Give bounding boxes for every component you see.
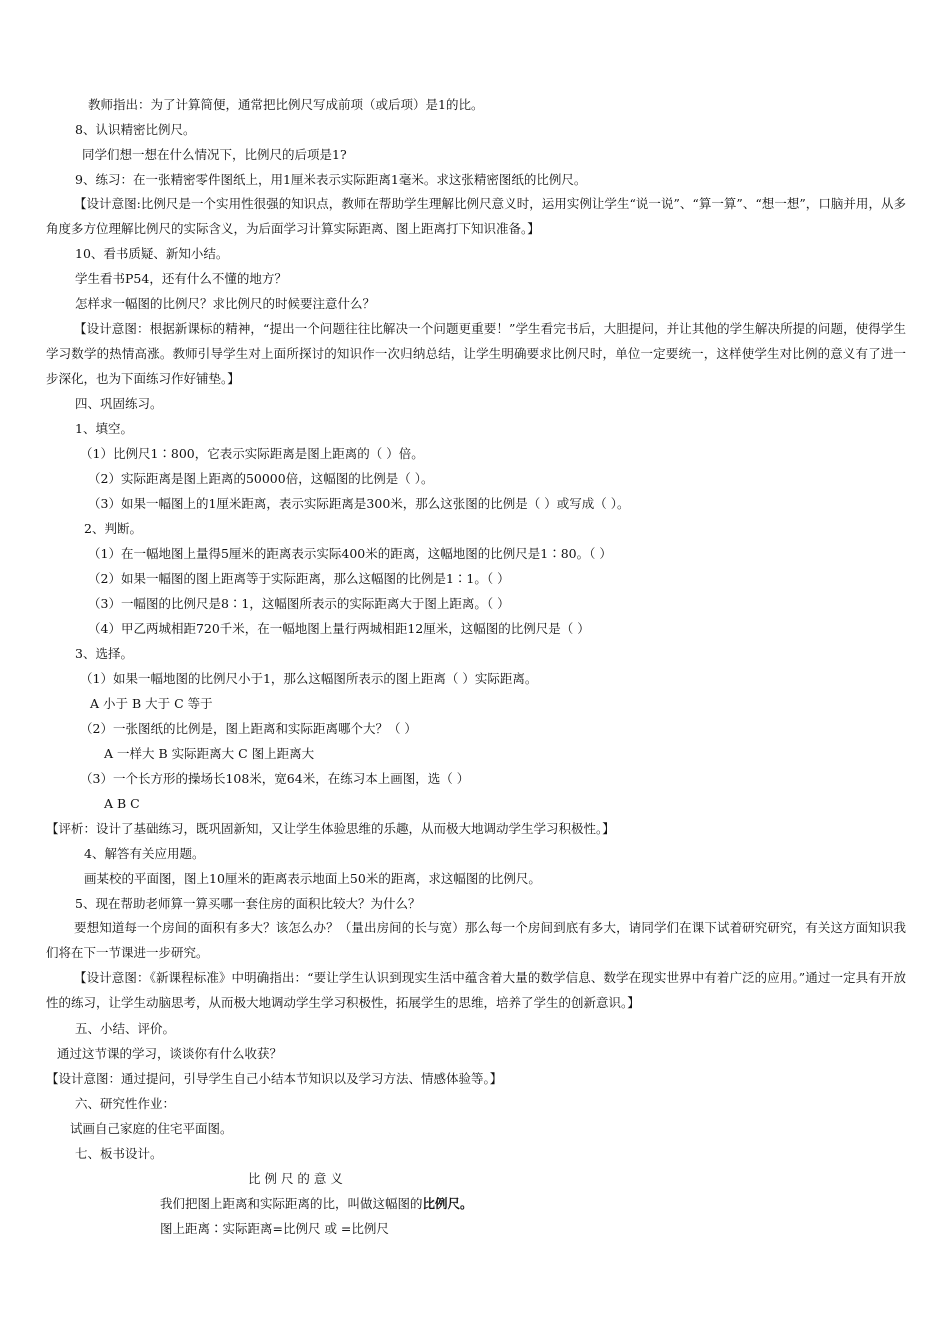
- section-heading: 4、解答有关应用题。: [84, 846, 205, 861]
- exercise-item: （2）一张图纸的比例是，图上距离和实际距离哪个大？（ ）: [80, 721, 417, 736]
- exercise-item: （3）一个长方形的操场长108米，宽64米，在练习本上画图，选（ ）: [80, 771, 470, 786]
- section-heading: 10、看书质疑、新知小结。: [75, 246, 229, 261]
- board-definition-term: 比例尺。: [422, 1196, 473, 1211]
- board-definition: [160, 1195, 473, 1213]
- section-heading: 五、小结、评价。: [75, 1021, 176, 1036]
- exercise-item: （1）在一幅地图上量得5厘米的距离表示实际400米的距离，这幅地图的比例尺是1∶80。（ ）: [88, 546, 612, 561]
- section-heading: 2、判断。: [84, 521, 142, 536]
- board-title: 比 例 尺 的 意 义: [248, 1171, 343, 1186]
- design-note: 【设计意图：《新课程标准》中明确指出：“要让学生认识到现实生活中蕴含着大量的数学信息、数学在现实世界中有着广泛的应用。”通过一定具有开放性的练习，让学生动脑思考，从而极大地调动学生学习积极性，拓展学生的思维，培养了学生的创新意识。】: [46, 970, 906, 1010]
- choice-options: A 一样大 B 实际距离大 C 图上距离大: [104, 746, 315, 761]
- exercise-item: （3）一幅图的比例尺是8∶1，这幅图所表示的实际距离大于图上距离。（ ）: [88, 596, 510, 611]
- text-line: 教师指出：为了计算简便，通常把比例尺写成前项（或后项）是1的比。: [88, 97, 484, 112]
- design-note: 【设计意图：根据新课标的精神，“提出一个问题往往比解决一个问题更重要！”学生看完书后，大胆提问，并让其他的学生解决所提的问题，使得学生学习数学的热情高涨。教师引导学生对上面所探讨的知识作一次归纳总结，让学生明确要求比例尺时，单位一定要统一，这样使学生对比例的意义有了进一步深化，也为下面练习作好铺垫。】: [46, 321, 906, 386]
- design-note: 【设计意图:比例尺是一个实用性很强的知识点，教师在帮助学生理解比例尺意义时，运用实例让学生“说一说”、“算一算”、“想一想”，口脑并用，从多角度多方位理解比例尺的实际含义，为后面学习计算实际距离、图上距离打下知识准备。】: [46, 196, 906, 236]
- choice-options: A B C: [104, 796, 140, 811]
- design-note: 【设计意图：通过提问，引导学生自己小结本节知识以及学习方法、情感体验等。】: [46, 1071, 503, 1086]
- exercise-item: （1）如果一幅地图的比例尺小于1，那么这幅图所表示的图上距离（ ）实际距离。: [80, 671, 538, 686]
- board-formula: 图上距离∶实际距离=比例尺 或 =比例尺: [160, 1221, 389, 1236]
- text-line: 学生看书P54，还有什么不懂的地方？: [75, 271, 287, 286]
- section-heading: 1、填空。: [75, 421, 133, 436]
- exercise-item: （3）如果一幅图上的1厘米距离，表示实际距离是300米，那么这张图的比例是（ ）或写成（ ）。: [88, 496, 630, 511]
- text-line: 画某校的平面图，图上10厘米的距离表示地面上50米的距离，求这幅图的比例尺。: [84, 871, 541, 886]
- section-heading: 3、选择。: [75, 646, 133, 661]
- text-line: 9、练习：在一张精密零件图纸上，用1厘米表示实际距离1毫米。求这张精密图纸的比例尺。: [75, 172, 587, 187]
- board-definition-text: 我们把图上距离和实际距离的比，叫做这幅图的: [160, 1196, 423, 1211]
- exercise-item: （4）甲乙两城相距720千米，在一幅地图上量行两城相距12厘米，这幅图的比例尺是（ ）: [88, 621, 590, 636]
- section-heading: 8、认识精密比例尺。: [75, 122, 196, 137]
- section-heading: 四、巩固练习。: [75, 396, 163, 411]
- text-paragraph: 要想知道每一个房间的面积有多大？该怎么办？（量出房间的长与宽）那么每一个房间到底有多大，请同学们在课下试着研究研究，有关这方面知识我们将在下一节课进一步研究。: [46, 920, 906, 960]
- text-line: 通过这节课的学习，谈谈你有什么收获？: [57, 1046, 283, 1061]
- exercise-item: （2）实际距离是图上距离的50000倍，这幅图的比例是（ ）。: [88, 471, 434, 486]
- text-line: 同学们想一想在什么情况下，比例尺的后项是1?: [82, 147, 347, 162]
- text-line: 怎样求一幅图的比例尺？求比例尺的时候要注意什么？: [75, 296, 376, 311]
- evaluation-note: 【评析：设计了基础练习，既巩固新知，又让学生体验思维的乐趣，从而极大地调动学生学习积极性。】: [46, 821, 615, 836]
- choice-options: A 小于 B 大于 C 等于: [90, 696, 213, 711]
- section-heading: 七、板书设计。: [75, 1146, 163, 1161]
- section-heading: 六、研究性作业：: [75, 1096, 176, 1111]
- exercise-item: （1）比例尺1∶800，它表示实际距离是图上距离的（ ）倍。: [80, 446, 424, 461]
- exercise-item: （2）如果一幅图的图上距离等于实际距离，那么这幅图的比例是1∶1。（ ）: [88, 571, 510, 586]
- text-line: 5、现在帮助老师算一算买哪一套住房的面积比较大？为什么？: [75, 896, 421, 911]
- text-line: 试画自己家庭的住宅平面图。: [70, 1121, 233, 1136]
